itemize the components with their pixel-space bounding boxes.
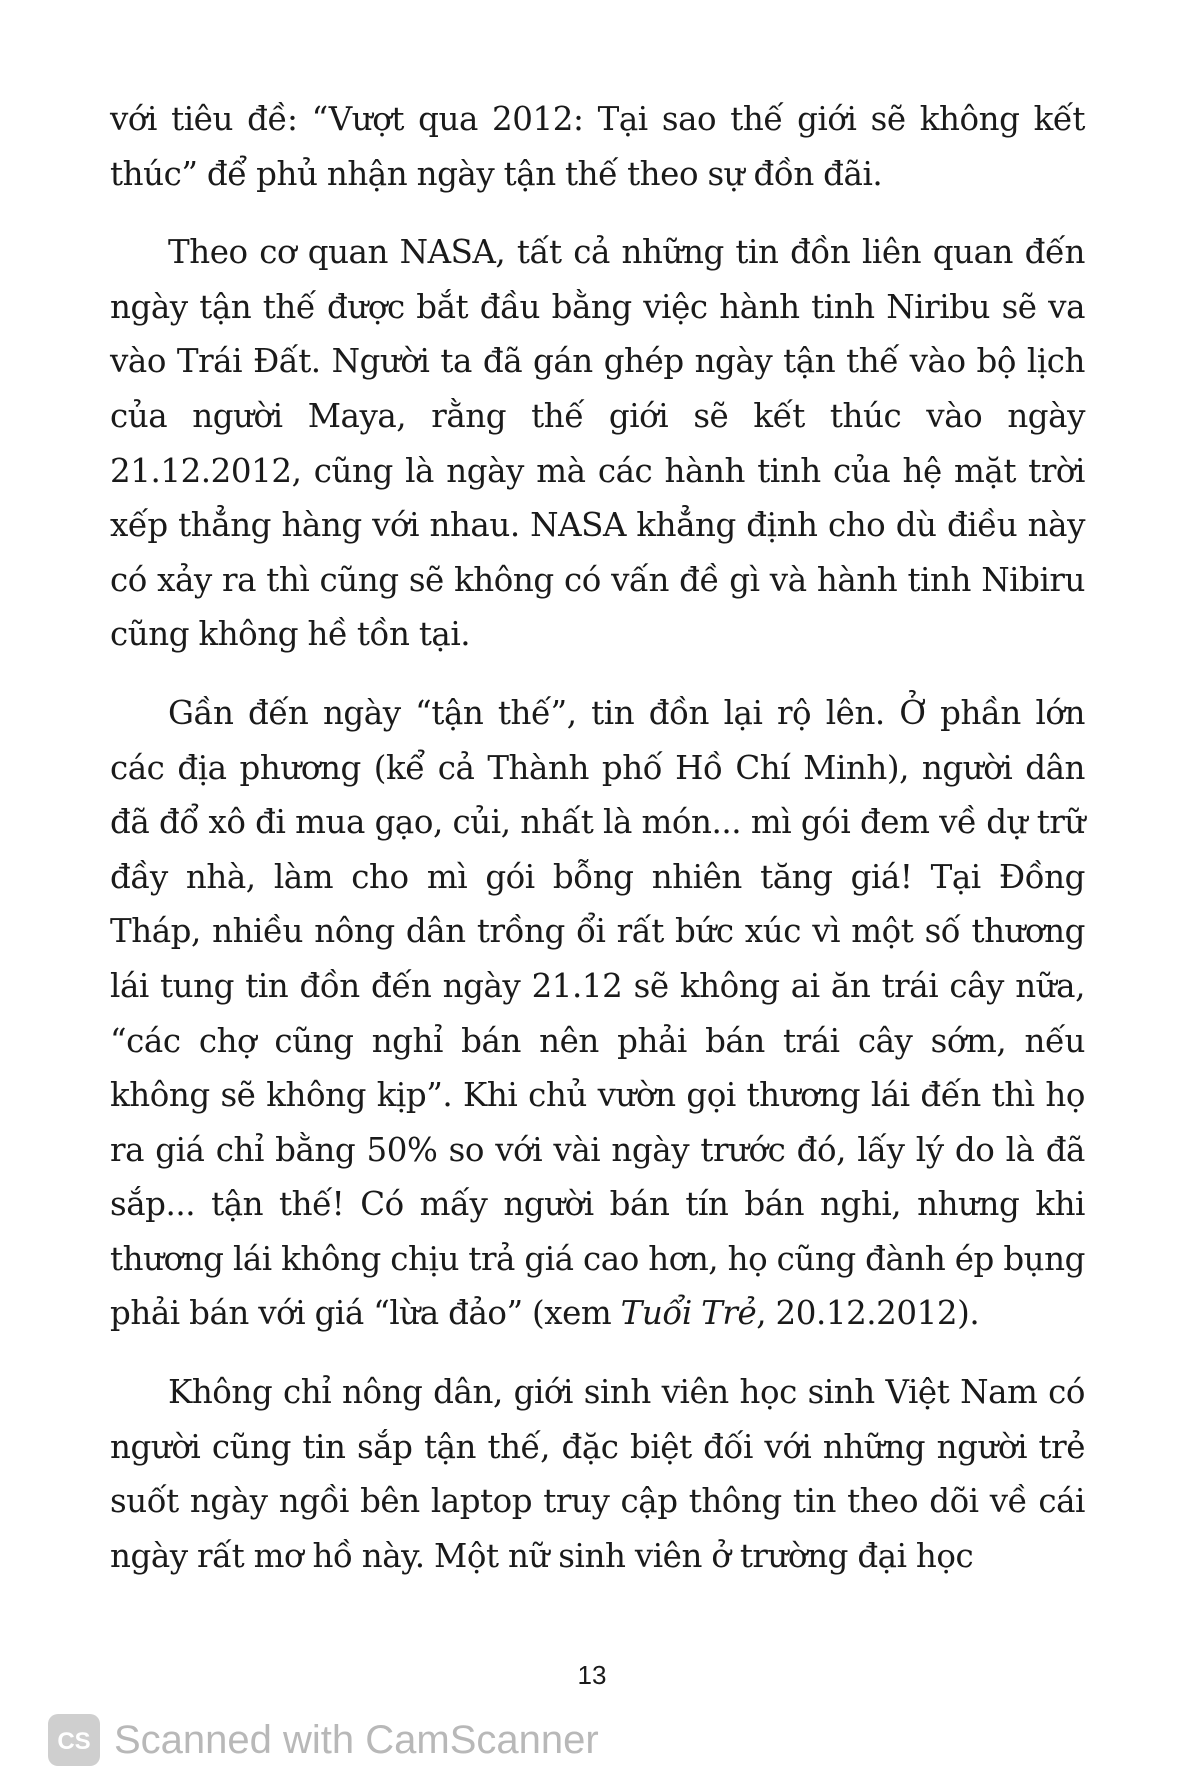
paragraph-2: Theo cơ quan NASA, tất cả những tin đồn liên quan đến ngày tận thế được bắt đầu bằng việc hành tinh Niribu sẽ va vào Trái Đất. Người ta đã gán ghép ngày tận thế vào bộ lịch của người Maya, rằng thế giới sẽ kết thúc vào ngày 21.12.2012, cũng là ngày mà các hành tinh của hệ mặt trời xếp thẳng hàng với nhau. NASA khẳng định cho dù điều này có xảy ra thì cũng sẽ không có vấn đề gì và hành tinh Nibiru cũng không hề tồn tại. <box>110 233 1085 654</box>
book-page <box>110 92 1085 1583</box>
camscanner-watermark <box>48 1714 599 1766</box>
paragraph-4: Không chỉ nông dân, giới sinh viên học sinh Việt Nam có người cũng tin sắp tận thế, đặc biệt đối với những người trẻ suốt ngày ngồi bên laptop truy cập thông tin theo dõi về cái ngày rất mơ hồ này. Một nữ sinh viên ở trường đại học <box>110 1373 1085 1575</box>
citation-newspaper: Tuổi Trẻ <box>620 1294 757 1333</box>
paragraph-3-tail: , 20.12.2012). <box>756 1294 980 1333</box>
paragraph-1: với tiêu đề: “Vượt qua 2012: Tại sao thế giới sẽ không kết thúc” để phủ nhận ngày tận thế theo sự đồn đãi. <box>110 100 1085 193</box>
camscanner-logo-icon <box>48 1714 100 1766</box>
watermark-text: Scanned with CamScanner <box>114 1717 599 1762</box>
page-number: 13 <box>577 1660 607 1690</box>
paragraph-3-main: Gần đến ngày “tận thế”, tin đồn lại rộ lên. Ở phần lớn các địa phương (kể cả Thành phố Hồ Chí Minh), người dân đã đổ xô đi mua gạo, củi, nhất là món... mì gói đem về dự trữ đầy nhà, làm cho mì gói bỗng nhiên tăng giá! Tại Đồng Tháp, nhiều nông dân trồng ổi rất bức xúc vì một số thương lái tung tin đồn đến ngày 21.12 sẽ không ai ăn trái cây nữa, “các chợ cũng nghỉ bán nên phải bán trái cây sớm, nếu không sẽ không kịp”. Khi chủ vườn gọi thương lái đến thì họ ra giá chỉ bằng 50% so với vài ngày trước đó, lấy lý do là đã sắp... tận thế! Có mấy người bán tín bán nghi, nhưng khi thương lái không chịu trả giá cao hơn, họ cũng đành ép bụng phải bán với giá “lừa đảo” (xem <box>110 693 1085 1333</box>
paragraph-3 <box>110 686 1085 1341</box>
camscanner-logo-text: CS <box>57 1728 91 1755</box>
